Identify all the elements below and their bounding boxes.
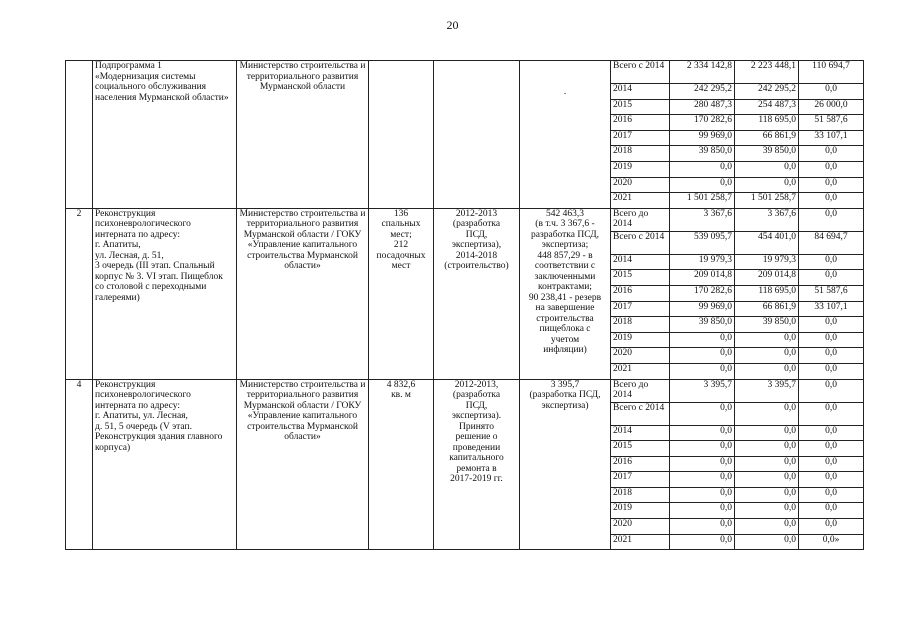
total-cell: 0,0 [670,472,735,488]
year-cell: 2017 [611,130,670,146]
total-cell: 39 850,0 [670,317,735,333]
regional-budget-cell: 0,0 [735,161,799,177]
capacity [369,61,434,209]
regional-budget-cell: 39 850,0 [735,317,799,333]
federal-budget-cell: 0,0 [799,161,864,177]
total-cell: 0,0 [670,425,735,441]
regional-budget-cell: 0,0 [735,519,799,535]
year-cell: Всего с 2014 [611,402,670,425]
executor [237,379,369,550]
total-cell: 1 501 258,7 [670,193,735,209]
executor [237,61,369,209]
federal-budget-cell: 0,0 [799,487,864,503]
federal-budget-cell: 33 107,1 [799,301,864,317]
regional-budget-cell: 19 979,3 [735,254,799,270]
total-cell: 2 334 142,8 [670,61,735,84]
federal-budget-cell: 0,0 [799,317,864,333]
regional-budget-cell: 0,0 [735,177,799,193]
federal-budget-cell: 26 000,0 [799,99,864,115]
regional-budget-cell: 0,0 [735,534,799,550]
total-cell: 0,0 [670,402,735,425]
federal-budget-cell: 51 587,6 [799,115,864,131]
federal-budget-cell: 0,0 [799,503,864,519]
federal-budget-cell: 0,0 [799,177,864,193]
federal-budget-cell: 0,0 [799,208,864,231]
total-cell: 170 282,6 [670,115,735,131]
total-cell: 0,0 [670,441,735,457]
year-cell: 2021 [611,363,670,379]
year-cell: 2017 [611,301,670,317]
regional-budget-cell: 0,0 [735,503,799,519]
total-cell: 280 487,3 [670,99,735,115]
year-cell: 2018 [611,317,670,333]
estimated-cost [520,208,611,379]
period [434,208,520,379]
capacity-text: 136 спальных мест; 212 посадочных мест [376,208,426,272]
total-cell: 0,0 [670,332,735,348]
total-cell: 99 969,0 [670,301,735,317]
regional-budget-cell: 1 501 258,7 [735,193,799,209]
object-name-text: Реконструкция психоневрологического интерната по адресу: г. Апатиты, ул. Лесная, д. 51, 5 очередь (V этап. Реконструкция здания главного корпуса) [95,379,223,453]
federal-budget-cell: 0,0 [799,363,864,379]
regional-budget-cell: 0,0 [735,402,799,425]
regional-budget-cell: 0,0 [735,472,799,488]
row-number [66,208,93,379]
row-number-text: 2 [76,208,82,219]
estimated-cost [520,379,611,550]
executor-text: Министерство строительства и территориального развития Мурманской области [239,61,366,92]
executor [237,208,369,379]
year-cell: 2015 [611,441,670,457]
object-name-text: Реконструкция психоневрологического интерната по адресу: г. Апатиты, ул. Лесная, д. 51, 3 очередь (III этап. Спальный корпус № 3. VI этап. Пищеблок со столовой с переходными галереями) [95,208,223,303]
regional-budget-cell: 2 223 448,1 [735,61,799,84]
object-name [93,61,237,209]
period-text: 2012-2013 (разработка ПСД, экспертиза), 2014-2018 (строительство) [444,208,509,272]
object-name [93,208,237,379]
period-text: 2012-2013, (разработка ПСД, экспертиза). Принято решение о проведении капитального ремонта в 2017-2019 гг. [449,379,504,484]
year-cell: 2014 [611,425,670,441]
capacity [369,379,434,550]
regional-budget-cell: 66 861,9 [735,301,799,317]
executor-text: Министерство строительства и территориального развития Мурманской области / ГОКУ «Управление капитального строительства Мурманской области» [239,379,366,442]
federal-budget-cell: 0,0 [799,146,864,162]
year-cell: 2019 [611,332,670,348]
regional-budget-cell: 39 850,0 [735,146,799,162]
year-cell: 2019 [611,161,670,177]
regional-budget-cell: 209 014,8 [735,270,799,286]
year-cell: Всего до 2014 [611,379,670,402]
regional-budget-cell: 3 395,7 [735,379,799,402]
year-cell: 2016 [611,456,670,472]
regional-budget-cell: 454 401,0 [735,231,799,254]
year-cell: 2020 [611,348,670,364]
total-cell: 0,0 [670,534,735,550]
year-cell: 2021 [611,534,670,550]
federal-budget-cell: 0,0 [799,254,864,270]
year-cell: 2016 [611,115,670,131]
year-cell: Всего с 2014 [611,231,670,254]
regional-budget-cell: 254 487,3 [735,99,799,115]
federal-budget-cell: 0,0 [799,348,864,364]
total-cell: 3 367,6 [670,208,735,231]
total-cell: 0,0 [670,456,735,472]
total-cell: 0,0 [670,503,735,519]
executor-text: Министерство строительства и территориального развития Мурманской области / ГОКУ «Управление капитального строительства Мурманской области» [239,208,366,272]
regional-budget-cell: 0,0 [735,456,799,472]
federal-budget-cell: 0,0 [799,270,864,286]
table-row [66,61,864,84]
year-cell: 2016 [611,285,670,301]
regional-budget-cell: 0,0 [735,487,799,503]
total-cell: 0,0 [670,487,735,503]
table-row [66,208,864,231]
total-cell: 3 395,7 [670,379,735,402]
row-number [66,379,93,550]
regional-budget-cell: 118 695,0 [735,285,799,301]
period [434,379,520,550]
estimated-cost-text: 3 395,7 (разработка ПСД, экспертиза) [529,379,601,411]
year-cell: 2020 [611,519,670,535]
object-name-text: Подпрограмма 1 «Модернизация системы социального обслуживания населения Мурманской области» [95,61,229,103]
regional-budget-cell: 66 861,9 [735,130,799,146]
year-cell: Всего с 2014 [611,61,670,84]
page-number: 20 [446,18,459,32]
total-cell: 0,0 [670,519,735,535]
total-cell: 0,0 [670,363,735,379]
total-cell: 209 014,8 [670,270,735,286]
federal-budget-cell: 0,0 [799,472,864,488]
year-cell: 2019 [611,503,670,519]
object-name [93,379,237,550]
federal-budget-cell: 0,0 [799,193,864,209]
total-cell: 242 295,2 [670,84,735,100]
capacity [369,208,434,379]
federal-budget-cell: 0,0 [799,441,864,457]
capacity-text: 4 832,6 кв. м [386,379,416,400]
total-cell: 0,0 [670,177,735,193]
total-cell: 99 969,0 [670,130,735,146]
regional-budget-cell: 118 695,0 [735,115,799,131]
regional-budget-cell: 242 295,2 [735,84,799,100]
federal-budget-cell: 0,0 [799,332,864,348]
total-cell: 0,0 [670,161,735,177]
year-cell: 2021 [611,193,670,209]
federal-budget-cell: 0,0 [799,379,864,402]
federal-budget-cell: 0,0» [799,534,864,550]
federal-budget-cell: 0,0 [799,425,864,441]
year-cell: 2020 [611,177,670,193]
row-number-text: 4 [76,379,82,390]
regional-budget-cell: 0,0 [735,332,799,348]
period [434,61,520,209]
federal-budget-cell: 51 587,6 [799,285,864,301]
cost-note: . [563,87,567,97]
total-cell: 539 095,7 [670,231,735,254]
federal-budget-cell: 0,0 [799,456,864,472]
year-cell: 2015 [611,99,670,115]
federal-budget-cell: 33 107,1 [799,130,864,146]
year-cell: 2018 [611,146,670,162]
federal-budget-cell: 0,0 [799,519,864,535]
year-cell: Всего до 2014 [611,208,670,231]
year-cell: 2014 [611,84,670,100]
estimated-cost [520,61,611,209]
estimated-cost-text: 542 463,3 (в т.ч. 3 367,6 - разработка ПСД, экспертиза; 448 857,29 - в соответствии с заключенными контрактами; 90 238,41 - резерв на завершение строительства пищеблока с учетом инфляции) [528,208,602,356]
total-cell: 39 850,0 [670,146,735,162]
program-table [65,60,864,550]
regional-budget-cell: 0,0 [735,363,799,379]
total-cell: 170 282,6 [670,285,735,301]
year-cell: 2014 [611,254,670,270]
year-cell: 2017 [611,472,670,488]
total-cell: 0,0 [670,348,735,364]
federal-budget-cell: 0,0 [799,402,864,425]
regional-budget-cell: 0,0 [735,348,799,364]
total-cell: 19 979,3 [670,254,735,270]
year-cell: 2015 [611,270,670,286]
regional-budget-cell: 0,0 [735,425,799,441]
year-cell: 2018 [611,487,670,503]
row-number [66,61,93,209]
regional-budget-cell: 3 367,6 [735,208,799,231]
table-row [66,379,864,402]
federal-budget-cell: 84 694,7 [799,231,864,254]
federal-budget-cell: 110 694,7 [799,61,864,84]
regional-budget-cell: 0,0 [735,441,799,457]
federal-budget-cell: 0,0 [799,84,864,100]
